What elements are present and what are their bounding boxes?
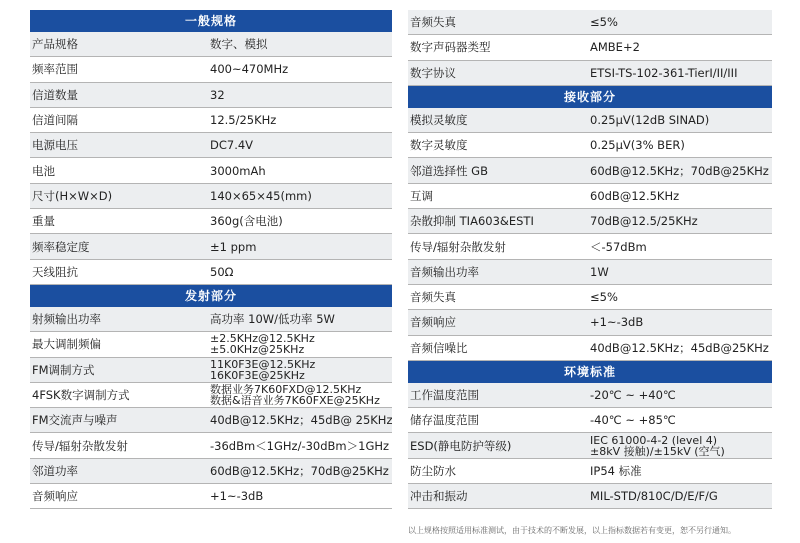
- spec-label: 互调: [410, 188, 433, 203]
- spec-row: [408, 35, 772, 60]
- spec-row: [408, 336, 772, 361]
- spec-label: 产品规格: [32, 37, 78, 52]
- spec-label: 频率稳定度: [32, 239, 90, 254]
- spec-value: ±1 ppm: [210, 239, 257, 254]
- spec-value: ETSI-TS-102-361-TierI/II/III: [590, 65, 738, 80]
- right-spec-table: [408, 10, 772, 509]
- section-header: 环境标准: [408, 361, 772, 383]
- spec-label: 音频失真: [410, 290, 456, 305]
- spec-label: ESD(静电防护等级): [410, 438, 512, 453]
- spec-value: +1~-3dB: [210, 489, 264, 504]
- spec-value-line: IEC 61000-4-2 (level 4): [590, 434, 718, 447]
- spec-row: [408, 484, 772, 509]
- spec-label: 数字声码器类型: [410, 40, 491, 55]
- spec-label: 防尘防水: [410, 463, 456, 478]
- footer-note: 以上规格按照适用标准测试，由于技术的不断发展，以上指标数据若有变更，恕不另行通知。: [408, 526, 736, 535]
- spec-row: [408, 310, 772, 335]
- spec-row: [408, 408, 772, 433]
- spec-row: [30, 484, 392, 509]
- spec-value: 360g(含电池): [210, 214, 283, 229]
- spec-value: +1~-3dB: [590, 315, 644, 330]
- spec-row: [30, 234, 392, 259]
- spec-row: [30, 408, 392, 433]
- spec-value: 60dB@12.5KHz；70dB@25KHz: [590, 163, 769, 178]
- spec-value: -36dBm＜1GHz/-30dBm＞1GHz: [210, 438, 390, 453]
- spec-label: 尺寸(H×W×D): [32, 188, 113, 203]
- spec-label: 工作温度范围: [410, 388, 479, 402]
- spec-label: 音频信噪比: [410, 340, 468, 355]
- spec-value: -40℃ ~ +85℃: [590, 413, 676, 428]
- spec-value: AMBE+2: [590, 40, 640, 55]
- spec-value: DC7.4V: [210, 138, 254, 153]
- spec-value: [208, 384, 392, 406]
- spec-value: 70dB@12.5/25KHz: [590, 214, 698, 229]
- spec-label: 频率范围: [32, 62, 78, 77]
- spec-value-line: 数据&语音业务7K60FXE@25KHz: [210, 394, 380, 406]
- spec-value: 50Ω: [210, 264, 234, 279]
- spec-label: FM交流声与噪声: [32, 413, 118, 428]
- spec-label: 数字灵敏度: [410, 138, 468, 153]
- spec-value-line: ±5.0KHz@25KHz: [210, 343, 305, 356]
- spec-row: [408, 209, 772, 234]
- spec-value: ≤5%: [590, 290, 618, 305]
- spec-row: [408, 184, 772, 209]
- spec-row: [30, 108, 392, 133]
- spec-value: ≤5%: [590, 15, 618, 30]
- spec-value: [208, 333, 392, 355]
- spec-label: 射频输出功率: [32, 312, 101, 327]
- spec-row: [408, 10, 772, 35]
- section-header: 发射部分: [30, 285, 392, 307]
- spec-row: [408, 383, 772, 408]
- spec-row: [30, 260, 392, 285]
- spec-value: -20℃ ~ +40℃: [590, 388, 676, 402]
- spec-label: 重量: [32, 214, 55, 229]
- spec-row: [408, 260, 772, 285]
- spec-value: IP54 标准: [590, 463, 642, 478]
- spec-label: 储存温度范围: [410, 413, 479, 428]
- spec-value: 60dB@12.5KHz: [590, 188, 680, 203]
- spec-value: 0.25μV(3% BER): [590, 138, 685, 153]
- spec-label: 4FSK数字调制方式: [32, 388, 130, 402]
- spec-label: 数字协议: [410, 65, 456, 80]
- spec-label: 信道数量: [32, 87, 78, 102]
- spec-value: 12.5/25KHz: [210, 113, 277, 128]
- spec-row: [30, 184, 392, 209]
- spec-label: 音频失真: [410, 15, 456, 30]
- spec-row: [408, 433, 772, 458]
- spec-row: [408, 61, 772, 86]
- spec-value: 60dB@12.5KHz；70dB@25KHz: [210, 463, 389, 478]
- spec-row: [30, 158, 392, 183]
- spec-value-line: ±8kV 接触)/±15kV (空气): [590, 444, 725, 457]
- spec-row: [30, 83, 392, 108]
- spec-value: [208, 359, 392, 381]
- spec-row: [408, 285, 772, 310]
- spec-value-line: 11K0F3E@12.5KHz: [210, 358, 316, 371]
- spec-label: 最大调制频偏: [32, 337, 101, 352]
- spec-value: 数字、模拟: [210, 37, 268, 52]
- spec-label: 音频输出功率: [410, 264, 479, 279]
- left-spec-table: [30, 10, 392, 509]
- spec-label: FM调制方式: [32, 362, 95, 377]
- spec-row: [30, 433, 392, 458]
- spec-value: 400~470MHz: [210, 62, 289, 77]
- spec-value: 140×65×45(mm): [210, 188, 312, 203]
- spec-row: [408, 158, 772, 183]
- spec-value: 32: [210, 87, 225, 102]
- spec-value-line: ±2.5KHz@12.5KHz: [210, 333, 315, 346]
- spec-row: [30, 358, 392, 383]
- spec-row: [408, 234, 772, 259]
- spec-row: [30, 459, 392, 484]
- spec-row: [30, 57, 392, 82]
- spec-row: [30, 383, 392, 408]
- spec-value: 0.25μV(12dB SINAD): [590, 113, 710, 128]
- spec-value: 3000mAh: [210, 163, 266, 178]
- spec-row: [30, 332, 392, 357]
- spec-label: 冲击和振动: [410, 489, 468, 504]
- spec-row: [408, 459, 772, 484]
- spec-value-line: 数据业务7K60FXD@12.5KHz: [210, 384, 362, 396]
- spec-value: 40dB@12.5KHz；45dB@25KHz: [590, 340, 769, 355]
- spec-label: 电源电压: [32, 138, 78, 153]
- spec-value: MIL-STD/810C/D/E/F/G: [590, 489, 718, 504]
- spec-row: [30, 32, 392, 57]
- spec-label: 音频响应: [32, 489, 78, 504]
- spec-label: 邻道功率: [32, 463, 78, 478]
- spec-label: 信道间隔: [32, 113, 78, 128]
- spec-value: 高功率 10W/低功率 5W: [210, 312, 335, 327]
- spec-label: 电池: [32, 163, 55, 178]
- spec-row: [408, 133, 772, 158]
- spec-label: 模拟灵敏度: [410, 113, 468, 128]
- spec-value: 40dB@12.5KHz；45dB@ 25KHz: [210, 413, 392, 428]
- spec-label: 传导/辐射杂散发射: [32, 438, 128, 453]
- spec-value: 1W: [590, 264, 609, 279]
- spec-value-line: 16K0F3E@25KHz: [210, 368, 305, 381]
- spec-label: 邻道选择性 GB: [410, 163, 488, 178]
- spec-value: [588, 435, 772, 457]
- spec-label: 天线阻抗: [32, 264, 78, 279]
- spec-row: [30, 307, 392, 332]
- spec-value: ＜-57dBm: [590, 239, 647, 254]
- spec-label: 音频响应: [410, 315, 456, 330]
- spec-label: 杂散抑制 TIA603&ESTI: [410, 214, 534, 229]
- section-header: 一般规格: [30, 10, 392, 32]
- spec-row: [408, 108, 772, 133]
- spec-label: 传导/辐射杂散发射: [410, 239, 506, 254]
- spec-row: [30, 133, 392, 158]
- spec-row: [30, 209, 392, 234]
- section-header: 接收部分: [408, 86, 772, 108]
